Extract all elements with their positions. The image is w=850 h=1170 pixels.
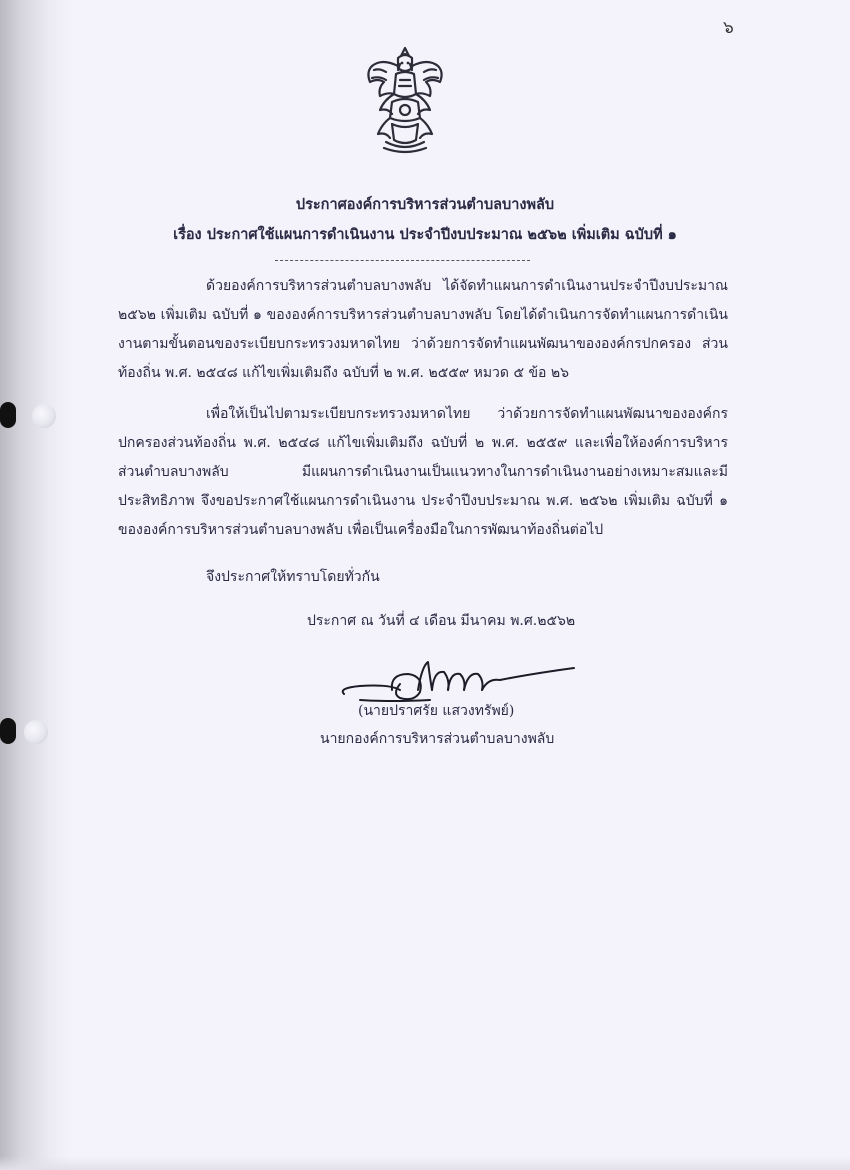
document-subject: เรื่อง ประกาศใช้แผนการดำเนินงาน ประจำปีงบประมาณ ๒๕๖๒ เพิ่มเติม ฉบับที่ ๑	[173, 226, 677, 243]
signer-position: นายกองค์การบริหารส่วนตำบลบางพลับ	[320, 731, 555, 747]
scan-shadow	[0, 0, 70, 1170]
page-number: ๖	[723, 18, 734, 38]
divider	[275, 260, 530, 261]
announcement-line: จึงประกาศให้ทราบโดยทั่วกัน	[206, 569, 380, 585]
body-paragraph-2: เพื่อให้เป็นไปตามระเบียบกระทรวงมหาดไทย ว่าด้วยการจัดทำแผนพัฒนาขององค์กรปกครองส่วนท้องถิ่น พ.ศ. ๒๕๔๘ แก้ไขเพิ่มเติมถึง ฉบับที่ ๒ พ.ศ. ๒๕๕๙ และเพื่อให้องค์การบริหารส่วนตำบลบางพลับ มีแผนการดำเนินงานเป็นแนวทางในการดำเนินงานอย่างเหมาะสมและมีประสิทธิภาพ จึงขอประกาศใช้แผนการดำเนินงาน ประจำปีงบประมาณ พ.ศ. ๒๕๖๒ เพิ่มเติม ฉบับที่ ๑ ขององค์การบริหารส่วนตำบลบางพลับ เพื่อเป็นเครื่องมือในการพัฒนาท้องถิ่นต่อไป	[118, 406, 728, 538]
body-paragraph-1: ด้วยองค์การบริหารส่วนตำบลบางพลับ ได้จัดทำแผนการดำเนินงานประจำปีงบประมาณ ๒๕๖๒ เพิ่มเติม ฉบับที่ ๑ ขององค์การบริหารส่วนตำบลบางพลับ โดยได้ดำเนินการจัดทำแผนการดำเนินงานตามขั้นตอนของระเบียบกระทรวงมหาดไทย ว่าด้วยการจัดทำแผนพัฒนาขององค์กรปกครอง ส่วนท้องถิ่น พ.ศ. ๒๕๔๘ แก้ไขเพิ่มเติมถึง ฉบับที่ ๒ พ.ศ. ๒๕๕๙ หมวด ๕ ข้อ ๒๖	[118, 278, 728, 381]
garuda-emblem-icon	[362, 44, 448, 154]
binder-hole-top-dark	[0, 402, 16, 428]
title-block	[0, 190, 850, 250]
document-body	[118, 272, 728, 545]
page-bottom-edge	[0, 1156, 850, 1170]
binder-hole-bottom	[24, 720, 48, 744]
binder-hole-top	[32, 404, 56, 428]
binder-hole-bottom-dark	[0, 718, 16, 744]
signer-name: (นายปราศรัย แสวงทรัพย์)	[358, 703, 515, 719]
document-title: ประกาศองค์การบริหารส่วนตำบลบางพลับ	[295, 196, 555, 213]
date-line: ประกาศ ณ วันที่ ๔ เดือน มีนาคม พ.ศ.๒๕๖๒	[307, 613, 576, 629]
